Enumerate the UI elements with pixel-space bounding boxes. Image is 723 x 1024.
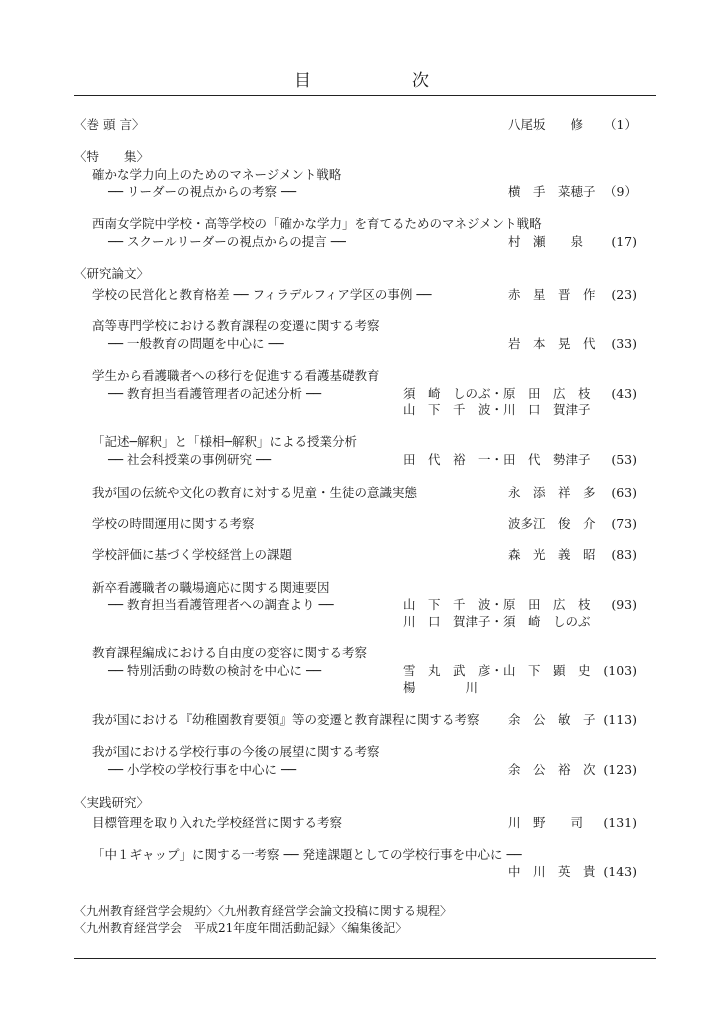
entry-page: (53) <box>611 452 637 467</box>
entry-author: 川 野 司 <box>508 815 584 830</box>
entry-title: 学校評価に基づく学校経営上の課題 <box>92 547 293 562</box>
entry-page: (17) <box>611 234 637 249</box>
entry-subtitle: ── 教育担当看護管理者の記述分析 ── <box>108 386 322 401</box>
entry-page: (143) <box>603 864 637 879</box>
entry-title: 我が国における学校行事の今後の展望に関する考察 <box>92 744 380 759</box>
entry-title: 学生から看護職者への移行を促進する看護基礎教育 <box>92 368 380 383</box>
entry-author: 村 瀬 泉 <box>508 234 584 249</box>
entry-subtitle: ── 一般教育の問題を中心に ── <box>108 336 284 351</box>
entry-subtitle: ── 教育担当看護管理者への調査より ── <box>108 597 334 612</box>
entry-title: 西南女学院中学校・高等学校の「確かな学力」を育てるためのマネジメント戦略 <box>92 216 542 231</box>
entry-author-line2: 山 下 千 波・川 口 賀津子 <box>403 402 591 417</box>
top-rule <box>74 95 656 96</box>
entry-author: 須 崎 しのぶ・原 田 広 枝 <box>403 386 591 401</box>
entry-page: (93) <box>611 597 637 612</box>
entry-author: 山 下 千 波・原 田 広 枝 <box>403 597 591 612</box>
entry-author: 雪 丸 武 彦・山 下 顕 史 <box>403 663 591 678</box>
entry-title: 我が国における『幼稚園教育要領』等の変遷と教育課程に関する考察 <box>92 712 480 727</box>
section-kantogen: 〈巻 頭 言〉 <box>74 117 145 132</box>
entry-title: 学校の時間運用に関する考察 <box>92 516 255 531</box>
entry-title: 学校の民営化と教育格差 ── フィラデルフィア学区の事例 ── <box>92 287 432 302</box>
entry-author: 永 添 祥 多 <box>508 485 596 500</box>
entry-author: 赤 星 晋 作 <box>508 287 596 302</box>
entry-title: 「中１ギャップ」に関する一考察 ── 発達課題としての学校行事を中心に ── <box>92 847 522 862</box>
entry-author: 森 光 義 昭 <box>508 547 596 562</box>
entry-title: 目標管理を取り入れた学校経営に関する考察 <box>92 815 343 830</box>
entry-author: 岩 本 晃 代 <box>508 336 596 351</box>
entry-page: (63) <box>611 485 637 500</box>
footer-line-2: 〈九州教育経営学会 平成21年度年間活動記録〉〈編集後記〉 <box>74 921 408 935</box>
entry-page: (113) <box>603 712 637 727</box>
entry-subtitle: ── リーダーの視点からの考察 ── <box>108 184 297 199</box>
entry-author-line2: 楊 川 <box>403 680 479 695</box>
footer-line-1: 〈九州教育経営学会規約〉〈九州教育経営学会論文投稿に関する規程〉 <box>74 904 453 918</box>
entry-page: (73) <box>611 516 637 531</box>
entry-page: (83) <box>611 547 637 562</box>
entry-title: 高等専門学校における教育課程の変遷に関する考察 <box>92 318 380 333</box>
entry-page: （1） <box>604 117 637 132</box>
entry-page: （9） <box>604 184 637 199</box>
section-tokushu: 〈特 集〉 <box>74 149 150 164</box>
entry-page: (33) <box>611 336 637 351</box>
page-title: 目 次 <box>294 71 471 91</box>
entry-page: (131) <box>603 815 637 830</box>
entry-author: 田 代 裕 一・田 代 勢津子 <box>403 452 591 467</box>
entry-author: 余 公 裕 次 <box>508 762 596 777</box>
entry-title: 「記述─解釈」と「様相─解釈」による授業分析 <box>92 434 358 449</box>
entry-author: 波多江 俊 介 <box>508 516 596 531</box>
entry-page: (43) <box>611 386 637 401</box>
entry-subtitle: ── 特別活動の時数の検討を中心に ── <box>108 663 322 678</box>
entry-subtitle: ── 社会科授業の事例研究 ── <box>108 452 272 467</box>
entry-page: (23) <box>611 287 637 302</box>
entry-author: 八尾坂 修 <box>508 117 584 132</box>
entry-title: 確かな学力向上のためのマネージメント戦略 <box>92 167 342 182</box>
entry-title: 教育課程編成における自由度の変容に関する考察 <box>92 645 368 660</box>
entry-subtitle: ── 小学校の学校行事を中心に ── <box>108 762 297 777</box>
entry-title: 我が国の伝統や文化の教育に対する児童・生徒の意識実態 <box>92 485 418 500</box>
entry-page: (123) <box>603 762 637 777</box>
entry-title: 新卒看護職者の職場適応に関する関連要因 <box>92 580 330 595</box>
entry-author: 横 手 菜穂子 <box>508 184 596 199</box>
section-kenkyu: 〈研究論文〉 <box>74 266 150 281</box>
entry-author: 余 公 敏 子 <box>508 712 596 727</box>
section-jissen: 〈実践研究〉 <box>74 795 150 810</box>
entry-subtitle: ── スクールリーダーの視点からの提言 ── <box>108 234 346 249</box>
entry-author: 中 川 英 貴 <box>508 864 596 879</box>
entry-author-line2: 川 口 賀津子・須 崎 しのぶ <box>403 614 591 629</box>
bottom-rule <box>74 958 656 959</box>
entry-page: (103) <box>603 663 637 678</box>
